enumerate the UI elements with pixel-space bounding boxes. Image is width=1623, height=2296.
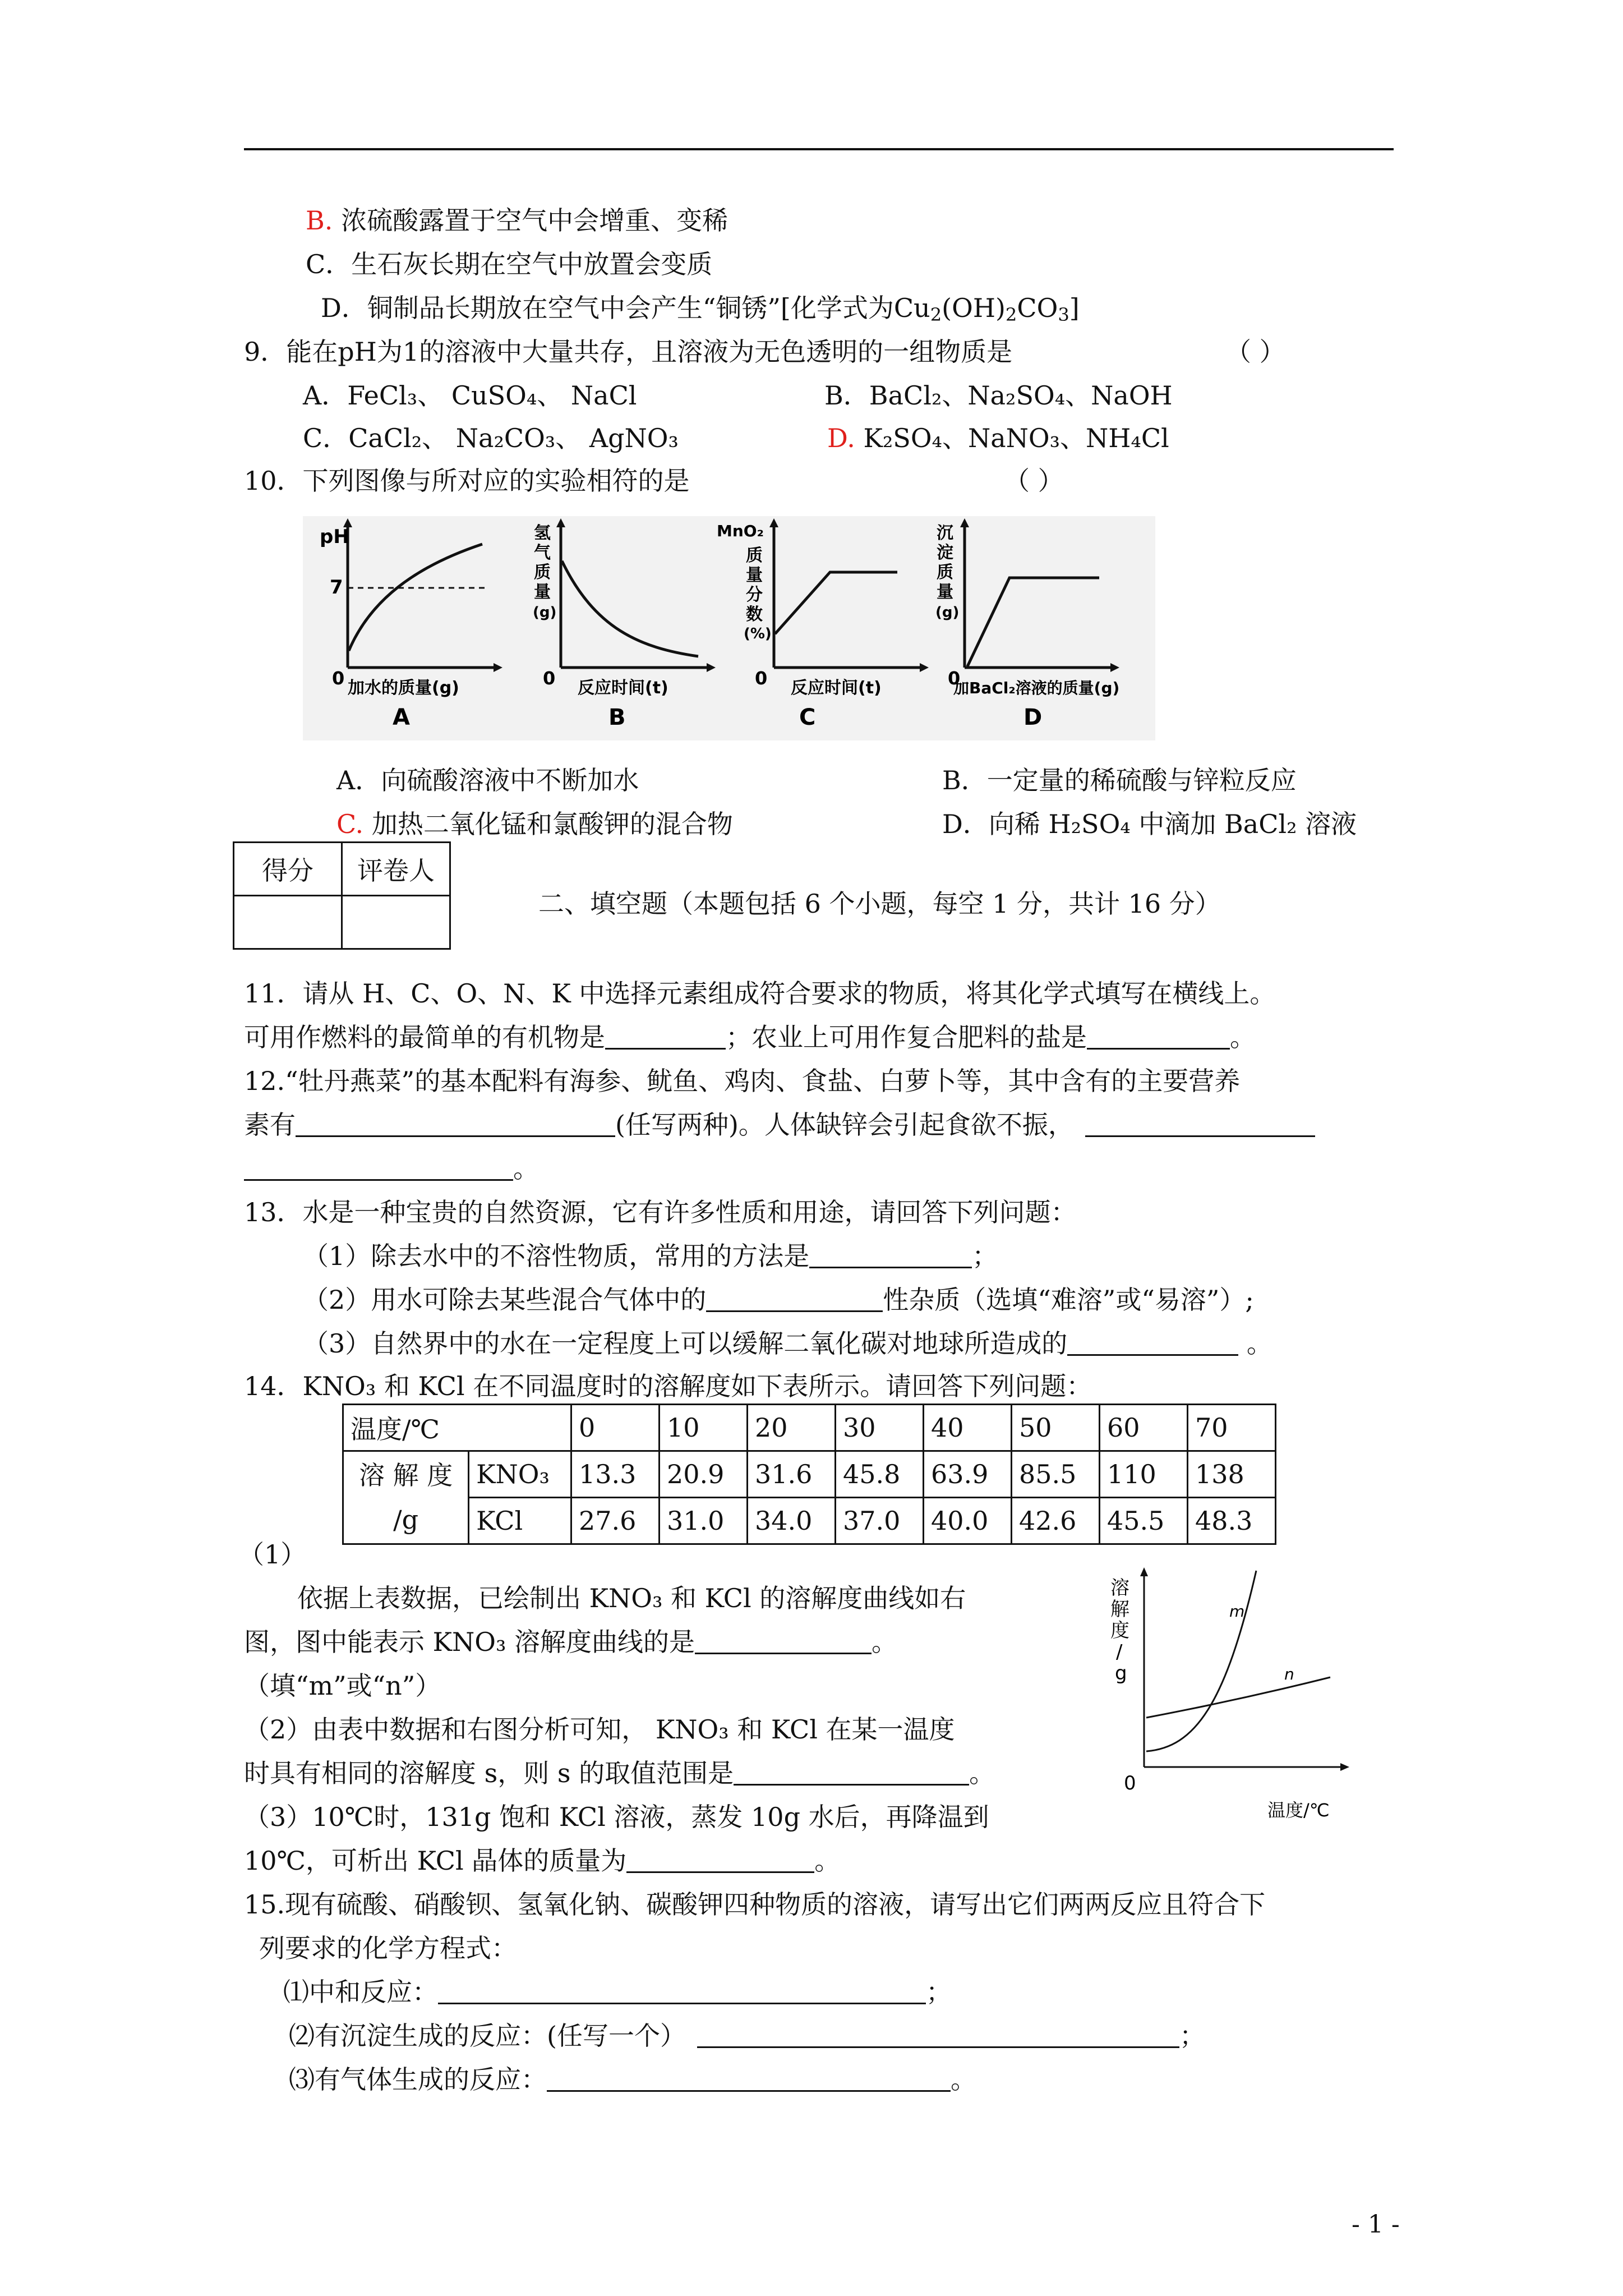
curve-ylabel-4: g	[1115, 1662, 1127, 1685]
table-cell: 20.9	[660, 1451, 748, 1498]
graph-b-ylabel-4: (g)	[533, 604, 557, 621]
solubility-curve-figure	[1099, 1565, 1357, 1823]
score-box	[233, 841, 451, 950]
table-row	[343, 1498, 1276, 1544]
graph-b-ylabel-1: 气	[534, 543, 551, 563]
q10-option-a: A．向硫酸溶液中不断加水	[336, 765, 639, 795]
q12-line3: 。	[244, 1156, 539, 1181]
score-label: 得分	[234, 843, 342, 896]
table-cell: 50	[1012, 1405, 1100, 1451]
q13-part1: （1）除去水中的不溶性物质，常用的方法是 ；	[303, 1241, 998, 1271]
header-rule	[244, 148, 1394, 150]
q10-option-d: D．向稀 H₂SO₄ 中滴加 BaCl₂ 溶液	[942, 809, 1357, 839]
q14-part1-line1: 依据上表数据，已绘制出 KNO₃ 和 KCl 的溶解度曲线如右	[297, 1583, 966, 1613]
q12-blank-3[interactable]	[244, 1157, 513, 1181]
q13-blank-2[interactable]	[706, 1288, 883, 1312]
q12-line2: 素有 (任写两种)。人体缺锌会引起食欲不振，	[244, 1112, 1315, 1138]
table-cell: 85.5	[1012, 1451, 1100, 1498]
graph-a-xlabel: 加水的质量(g)	[348, 678, 459, 698]
q14-part1-label: （1）	[238, 1539, 307, 1570]
q14-part1-line3: （填“m”或“n”）	[244, 1671, 441, 1701]
table-cell: 13.3	[571, 1451, 660, 1498]
q15-line2: 列要求的化学方程式：	[259, 1933, 517, 1963]
temp-header: 温度/℃	[343, 1405, 571, 1451]
table-row	[343, 1451, 1276, 1498]
row-label-kno3: KNO₃	[469, 1451, 571, 1498]
curve-ylabel-1: 解	[1110, 1598, 1129, 1621]
table-cell: 31.6	[748, 1451, 836, 1498]
graph-a-origin: 0	[332, 668, 345, 689]
table-cell: 138	[1188, 1451, 1276, 1498]
graph-d-ylabel-3: 量	[937, 582, 953, 602]
q11-line2: 可用作燃料的最简单的有机物是 ；农业上可用作复合肥料的盐是 。	[244, 1022, 1256, 1052]
q10-stem: 10．下列图像与所对应的实验相符的是	[244, 466, 690, 496]
q12-line1: 12.“牡丹燕菜”的基本配料有海参、鱿鱼、鸡肉、食盐、白萝卜等，其中含有的主要营养	[244, 1066, 1241, 1096]
q13-stem: 13．水是一种宝贵的自然资源，它有许多性质和用途，请回答下列问题：	[244, 1197, 1077, 1227]
page-number: - 1 -	[1352, 2210, 1400, 2239]
graph-d-ylabel-0: 沉	[937, 523, 953, 543]
table-cell: 63.9	[924, 1451, 1012, 1498]
graph-b-origin: 0	[543, 668, 556, 689]
q8-option-c: C．生石灰长期在空气中放置会变质	[306, 249, 713, 279]
graph-a-ylabel: pH	[320, 526, 349, 548]
q9-answer-paren: （ ）	[1225, 337, 1285, 367]
q14-part3-line1: （3）10℃时，131g 饱和 KCl 溶液，蒸发 10g 水后，再降温到	[244, 1802, 989, 1832]
graph-b-ylabel-2: 质	[534, 563, 551, 582]
curve-origin: 0	[1124, 1772, 1136, 1795]
curve-ylabel-0: 溶	[1110, 1577, 1129, 1599]
graph-b-ylabel-0: 氢	[534, 523, 551, 543]
table-cell: 37.0	[836, 1498, 924, 1544]
q15-part3: ⑶有气体生成的反应： 。	[289, 2064, 976, 2095]
graph-d-origin: 0	[948, 668, 961, 689]
graph-c-origin: 0	[755, 668, 768, 689]
table-cell: 48.3	[1188, 1498, 1276, 1544]
q15-blank-1[interactable]	[438, 1980, 926, 2004]
table-cell: 27.6	[571, 1498, 660, 1544]
table-cell: 10	[660, 1405, 748, 1451]
table-cell: 70	[1188, 1405, 1276, 1451]
graph-c-letter: C	[799, 705, 816, 730]
q11-blank-1[interactable]	[605, 1025, 726, 1050]
q11-line1: 11．请从 H、C、O、N、K 中选择元素组成符合要求的物质，将其化学式填写在横线上。	[244, 978, 1276, 1009]
q14-part1-line2: 图，图中能表示 KNO₃ 溶解度曲线的是 。	[244, 1627, 898, 1657]
graph-b-letter: B	[608, 705, 626, 730]
table-cell: 40.0	[924, 1498, 1012, 1544]
graph-a-letter: A	[393, 705, 410, 730]
grader-cell[interactable]	[342, 896, 450, 949]
q15-part2: ⑵有沉淀生成的反应：(任写一个） ；	[289, 2021, 1205, 2051]
q10-graphs	[303, 516, 1155, 740]
q9-option-b: B．BaCl₂、Na₂SO₄、NaOH	[824, 380, 1173, 411]
table-row	[343, 1405, 1276, 1451]
curve-m-label: m	[1229, 1602, 1245, 1621]
curve-ylabel-2: 度	[1110, 1619, 1129, 1642]
table-cell: 0	[571, 1405, 660, 1451]
table-cell: 45.5	[1100, 1498, 1188, 1544]
q8-option-d: D．铜制品长期放在空气中会产生“铜锈”[化学式为$Cu_2(OH)_2CO_3$]	[321, 293, 1080, 326]
graph-b-ylabel-3: 量	[534, 582, 551, 602]
graph-d-ylabel-4: (g)	[935, 604, 960, 621]
q9-option-c: C．CaCl₂、 Na₂CO₃、 AgNO₃	[303, 423, 679, 453]
solubility-label: 溶 解 度 /g	[343, 1451, 469, 1544]
q14-part3-line2: 10℃，可析出 KCl 晶体的质量为 。	[244, 1846, 841, 1876]
curve-xlabel: 温度/℃	[1267, 1800, 1330, 1821]
table-cell: 34.0	[748, 1498, 836, 1544]
q13-part3: （3）自然界中的水在一定程度上可以缓解二氧化碳对地球所造成的 。	[303, 1328, 1272, 1359]
table-cell: 30	[836, 1405, 924, 1451]
q15-blank-3[interactable]	[547, 2068, 951, 2092]
graph-d-xlabel: 加BaCl₂溶液的质量(g)	[953, 679, 1120, 697]
q13-blank-3[interactable]	[1067, 1332, 1238, 1356]
graph-c-ylabel-2: 分	[746, 585, 763, 605]
graph-c-ylabel-0: 质	[746, 546, 763, 565]
table-cell: 42.6	[1012, 1498, 1100, 1544]
graph-c-ylabel-1: 量	[746, 565, 763, 585]
q13-blank-1[interactable]	[809, 1244, 972, 1268]
table-cell: 20	[748, 1405, 836, 1451]
q14-blank-1[interactable]	[695, 1630, 872, 1654]
q12-blank-2[interactable]	[1085, 1113, 1315, 1137]
q14-stem: 14．KNO₃ 和 KCl 在不同温度时的溶解度如下表所示。请回答下列问题：	[244, 1371, 1092, 1401]
q12-blank-1[interactable]	[296, 1113, 615, 1137]
graph-c-xlabel: 反应时间(t)	[791, 678, 882, 698]
q11-blank-2[interactable]	[1087, 1025, 1230, 1050]
curve-n	[1146, 1677, 1330, 1718]
graph-a-ref: 7	[330, 576, 343, 599]
q15-line1: 15.现有硫酸、硝酸钡、氢氧化钠、碳酸钾四种物质的溶液，请写出它们两两反应且符合下	[244, 1889, 1266, 1920]
section-2-title: 二、填空题（本题包括 6 个小题，每空 1 分，共计 16 分）	[538, 889, 1221, 919]
score-cell[interactable]	[234, 896, 342, 949]
graph-d-letter: D	[1023, 705, 1043, 730]
graph-c-title: MnO₂	[717, 522, 764, 540]
q8-option-b: B. 浓硫酸露置于空气中会增重、变稀	[306, 205, 728, 236]
row-label-kcl: KCl	[469, 1498, 571, 1544]
curve-ylabel-3: /	[1116, 1641, 1123, 1663]
graph-d-ylabel-2: 质	[937, 563, 953, 582]
table-cell: 40	[924, 1405, 1012, 1451]
q10-answer-paren: （ ）	[1004, 466, 1064, 496]
q10-option-c: C. 加热二氧化锰和氯酸钾的混合物	[336, 809, 733, 839]
q14-blank-2[interactable]	[734, 1761, 969, 1786]
table-cell: 31.0	[660, 1498, 748, 1544]
q10-option-b: B．一定量的稀硫酸与锌粒反应	[942, 765, 1297, 795]
q15-blank-2[interactable]	[697, 2024, 1179, 2048]
q14-part2-line1: （2）由表中数据和右图分析可知， KNO₃ 和 KCl 在某一温度	[244, 1714, 955, 1745]
curve-m	[1146, 1571, 1256, 1751]
q13-part2: （2）用水可除去某些混合气体中的 性杂质（选填“难溶”或“易溶”）;	[303, 1285, 1254, 1315]
graph-b-xlabel: 反应时间(t)	[578, 678, 668, 698]
curve-n-label: n	[1284, 1665, 1294, 1683]
table-cell: 110	[1100, 1451, 1188, 1498]
graph-d-ylabel-1: 淀	[937, 543, 953, 563]
graph-c-ylabel-3: 数	[746, 605, 763, 624]
graph-c-ylabel-4: (%)	[744, 625, 772, 642]
solubility-table	[342, 1404, 1276, 1545]
q15-part1: ⑴中和反应： ；	[283, 1977, 952, 2007]
q9-stem: 9．能在pH为1的溶液中大量共存，且溶液为无色透明的一组物质是	[244, 337, 1013, 367]
grader-label: 评卷人	[342, 843, 450, 896]
q14-blank-3[interactable]	[626, 1849, 814, 1873]
q9-option-d: D. K₂SO₄、NaNO₃、NH₄Cl	[827, 423, 1169, 453]
q9-option-a: A．FeCl₃、 CuSO₄、 NaCl	[303, 380, 637, 411]
table-cell: 60	[1100, 1405, 1188, 1451]
table-cell: 45.8	[836, 1451, 924, 1498]
q14-part2-line2: 时具有相同的溶解度 s，则 s 的取值范围是 。	[244, 1758, 995, 1788]
